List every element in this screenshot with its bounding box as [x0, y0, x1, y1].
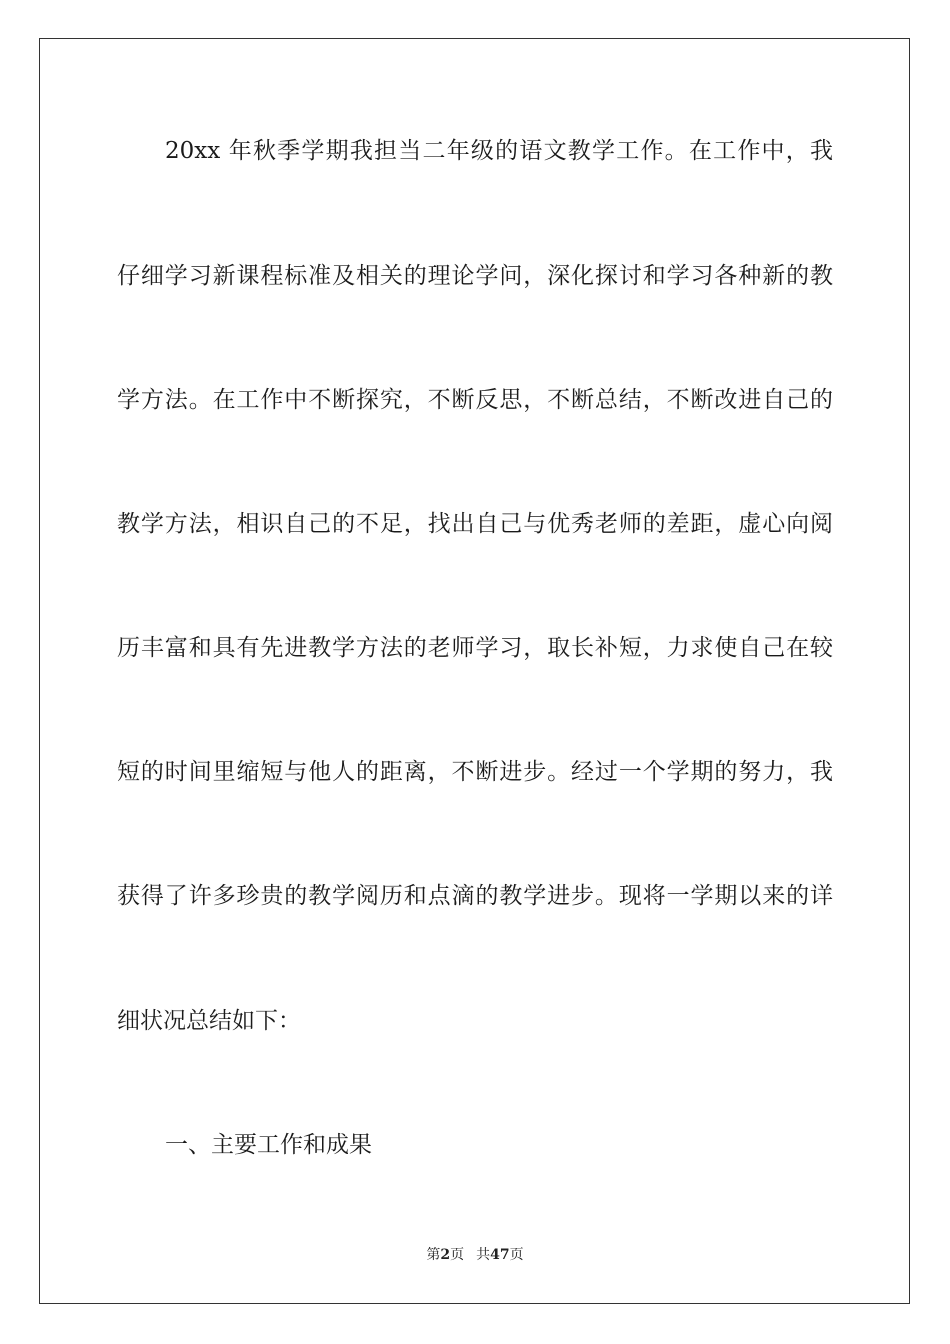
total-pages: 47: [490, 1247, 510, 1263]
total-prefix: 共: [476, 1247, 491, 1263]
paragraph-line: 获得了许多珍贵的教学阅历和点滴的教学进步。现将一学期以来的详: [117, 883, 833, 909]
section-heading: 一、主要工作和成果: [165, 1132, 372, 1158]
paragraph-line: 历丰富和具有先进教学方法的老师学习，取长补短，力求使自己在较: [117, 635, 833, 661]
paragraph-line: 20xx 年秋季学期我担当二年级的语文教学工作。在工作中，我: [165, 138, 833, 164]
paragraph-line: 短的时间里缩短与他人的距离，不断进步。经过一个学期的努力，我: [117, 759, 833, 785]
page-number: 2: [440, 1247, 451, 1263]
paragraph-line: 教学方法，相识自己的不足，找出自己与优秀老师的差距，虚心向阅: [117, 511, 833, 537]
paragraph-line: 仔细学习新课程标准及相关的理论学问，深化探讨和学习各种新的教: [117, 263, 833, 289]
page-prefix: 第: [426, 1247, 441, 1263]
page-border: [39, 38, 910, 1304]
paragraph-line: 学方法。在工作中不断探究，不断反思，不断总结，不断改进自己的: [117, 387, 833, 413]
paragraph-line: 细状况总结如下：: [117, 1008, 301, 1034]
page-suffix: 页: [450, 1247, 465, 1263]
page-footer: [0, 1246, 950, 1264]
total-suffix: 页: [509, 1247, 524, 1263]
